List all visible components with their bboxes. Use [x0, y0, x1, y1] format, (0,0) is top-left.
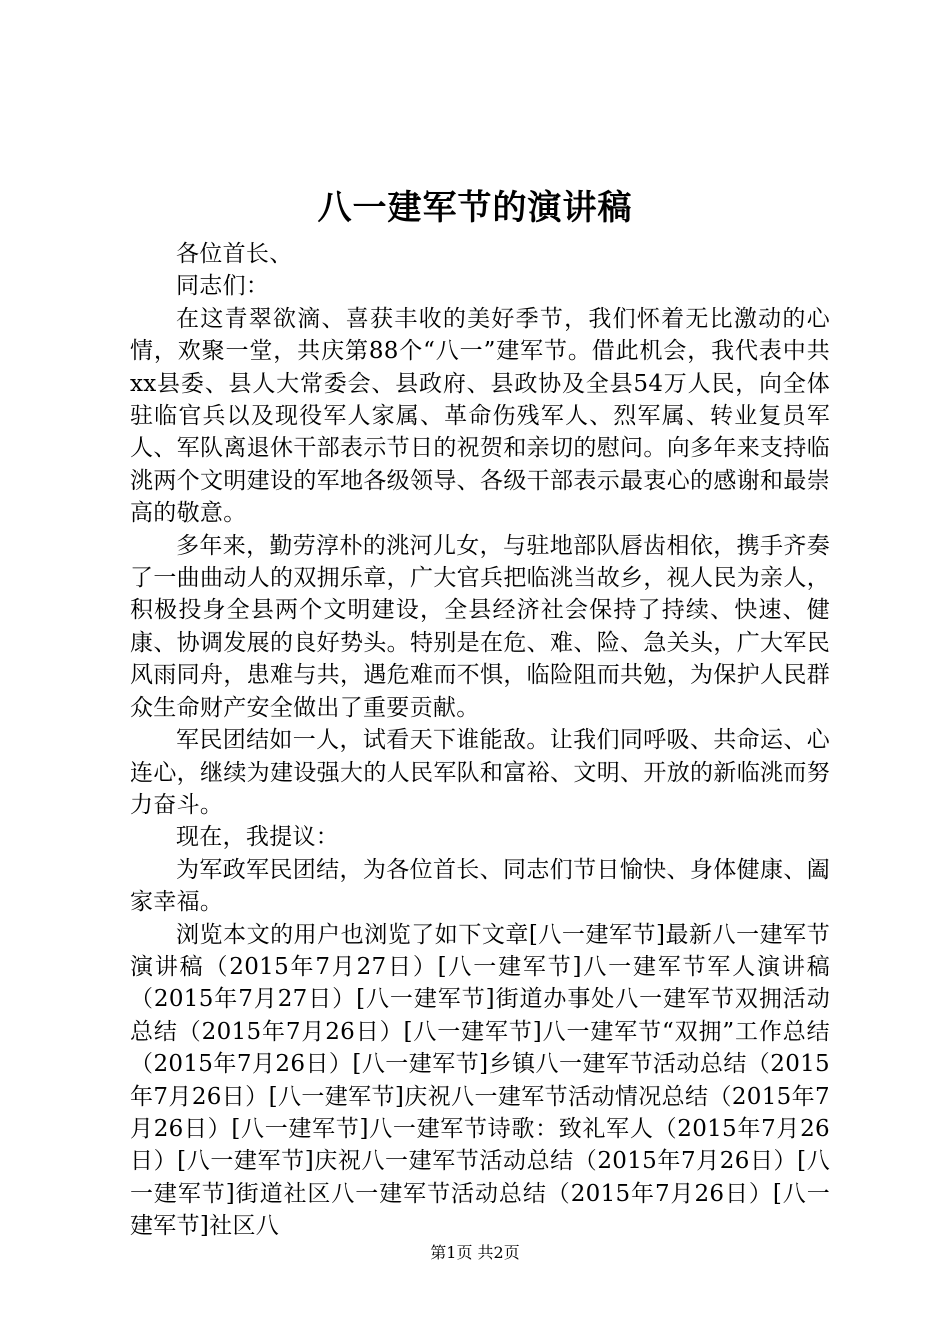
body-paragraph: 在这青翠欲滴、喜获丰收的美好季节，我们怀着无比激动的心情，欢聚一堂，共庆第88个“八一”建军节。借此机会，我代表中共xx县委、县人大常委会、县政府、县政协及全县54万人民，向全体驻临官兵以及现役军人家属、革命伤残军人、烈军属、转业复员军人、军队离退休干部表示节日的祝贺和亲切的慰问。向多年来支持临洮两个文明建设的军地各级领导、各级干部表示最衷心的感谢和最崇高的敬意。 — [130, 305, 830, 527]
document-body — [130, 238, 830, 1243]
body-paragraph: 为军政军民团结，为各位首长、同志们节日愉快、身体健康、阖家幸福。 — [130, 856, 830, 916]
salutation-line: 同志们： — [176, 273, 270, 300]
document-title: 八一建军节的演讲稿 — [317, 188, 633, 228]
related-articles-paragraph: 浏览本文的用户也浏览了如下文章[八一建军节]最新八一建军节演讲稿（2015年7月27日）[八一建军节]八一建军节军人演讲稿（2015年7月27日）[八一建军节]街道办事处八一建军节双拥活动总结（2015年7月26日）[八一建军节]八一建军节“双拥”工作总结（2015年7月26日）[八一建军节]乡镇八一建军节活动总结（2015年7月26日）[八一建军节]庆祝八一建军节活动情况总结（2015年7月26日）[八一建军节]八一建军节诗歌：致礼军人（2015年7月26日）[八一建军节]庆祝八一建军节活动总结（2015年7月26日）[八一建军节]街道社区八一建军节活动总结（2015年7月26日）[八一建军节]社区八 — [130, 921, 830, 1240]
salutation-line: 各位首长、 — [176, 241, 293, 267]
body-paragraph: 现在，我提议： — [176, 824, 340, 851]
page-number-footer: 第1页 共2页 — [430, 1243, 520, 1262]
body-paragraph: 多年来，勤劳淳朴的洮河儿女，与驻地部队唇齿相依，携手齐奏了一曲曲动人的双拥乐章，广大官兵把临洮当故乡，视人民为亲人，积极投身全县两个文明建设，全县经济社会保持了持续、快速、健康、协调发展的良好势头。特别是在危、难、险、急关头，广大军民风雨同舟，患难与共，遇危难而不惧，临险阻而共勉，为保护人民群众生命财产安全做出了重要贡献。 — [130, 532, 830, 721]
body-paragraph: 军民团结如一人，试看天下谁能敌。让我们同呼吸、共命运、心连心，继续为建设强大的人民军队和富裕、文明、开放的新临洮而努力奋斗。 — [130, 727, 830, 818]
